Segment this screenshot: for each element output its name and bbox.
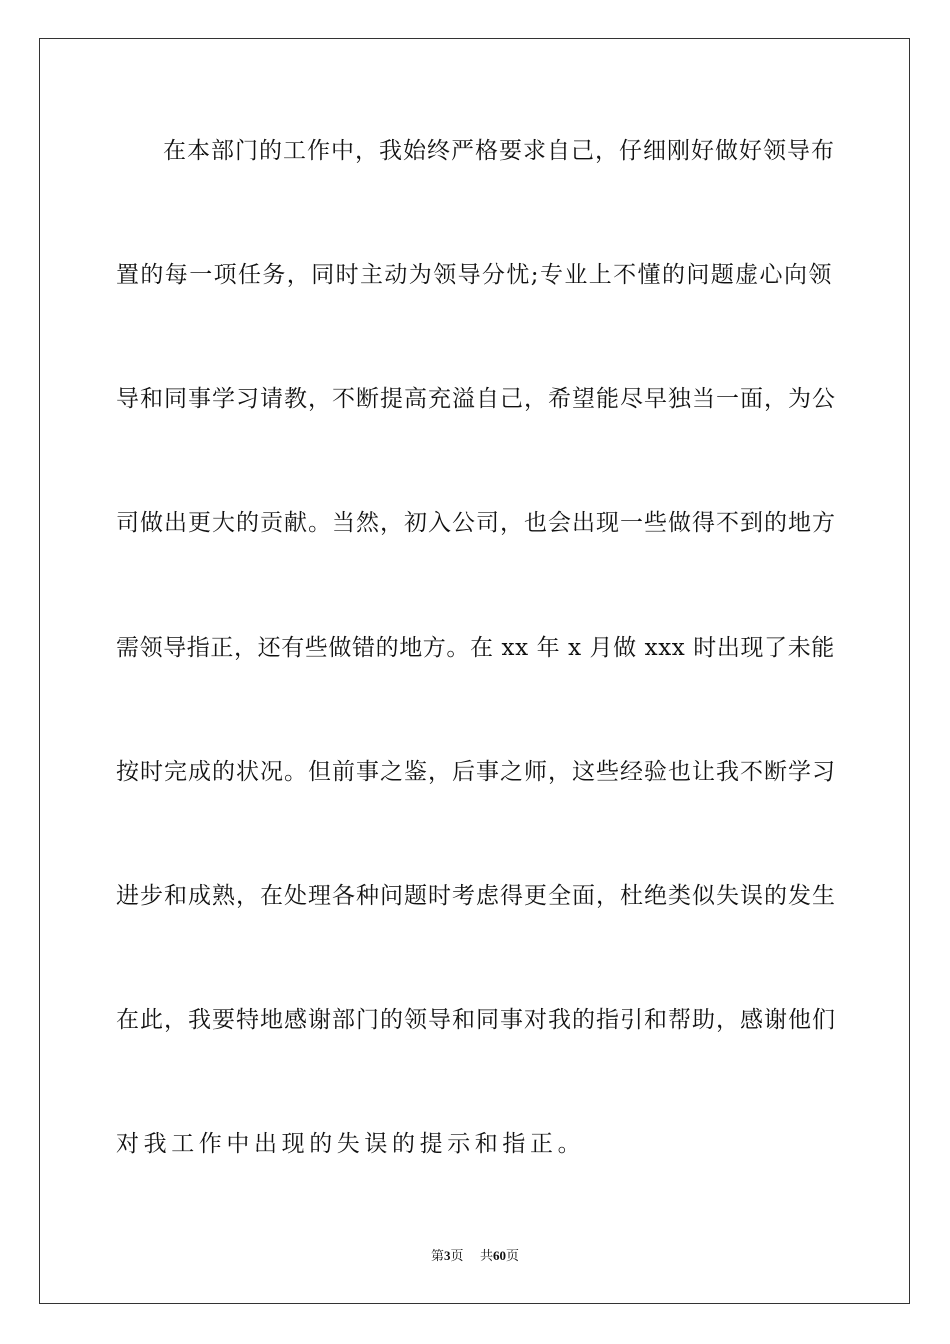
paragraph-line-3: 导和同事学习请教，不断提高充溢自己，希望能尽早独当一面，为公 bbox=[116, 386, 836, 412]
total-pages: 60 bbox=[493, 1248, 507, 1263]
paragraph-line-8: 在此，我要特地感谢部门的领导和同事对我的指引和帮助，感谢他们 bbox=[116, 1007, 836, 1033]
paragraph-line-4: 司做出更大的贡献。当然，初入公司，也会出现一些做得不到的地方 bbox=[116, 510, 836, 536]
page-border bbox=[39, 38, 910, 1304]
paragraph-line-9: 对我工作中出现的失误的提示和指正。 bbox=[116, 1131, 586, 1157]
total-prefix: 共 bbox=[480, 1249, 494, 1264]
page-suffix: 页 bbox=[450, 1249, 464, 1264]
paragraph-line-1: 在本部门的工作中，我始终严格要求自己，仔细刚好做好领导布 bbox=[163, 138, 835, 164]
page-number: 3 bbox=[443, 1248, 451, 1263]
page-footer bbox=[0, 1247, 950, 1266]
total-suffix: 页 bbox=[506, 1249, 520, 1264]
paragraph-line-5: 需领导指正，还有些做错的地方。在 xx 年 x 月做 xxx 时出现了未能 bbox=[116, 635, 835, 661]
paragraph-line-2: 置的每一项任务，同时主动为领导分忧;专业上不懂的问题虚心向领 bbox=[116, 262, 833, 288]
page-prefix: 第 bbox=[430, 1249, 444, 1264]
paragraph-line-6: 按时完成的状况。但前事之鉴，后事之师，这些经验也让我不断学习 bbox=[116, 759, 836, 785]
paragraph-line-7: 进步和成熟，在处理各种问题时考虑得更全面，杜绝类似失误的发生 bbox=[116, 883, 836, 909]
